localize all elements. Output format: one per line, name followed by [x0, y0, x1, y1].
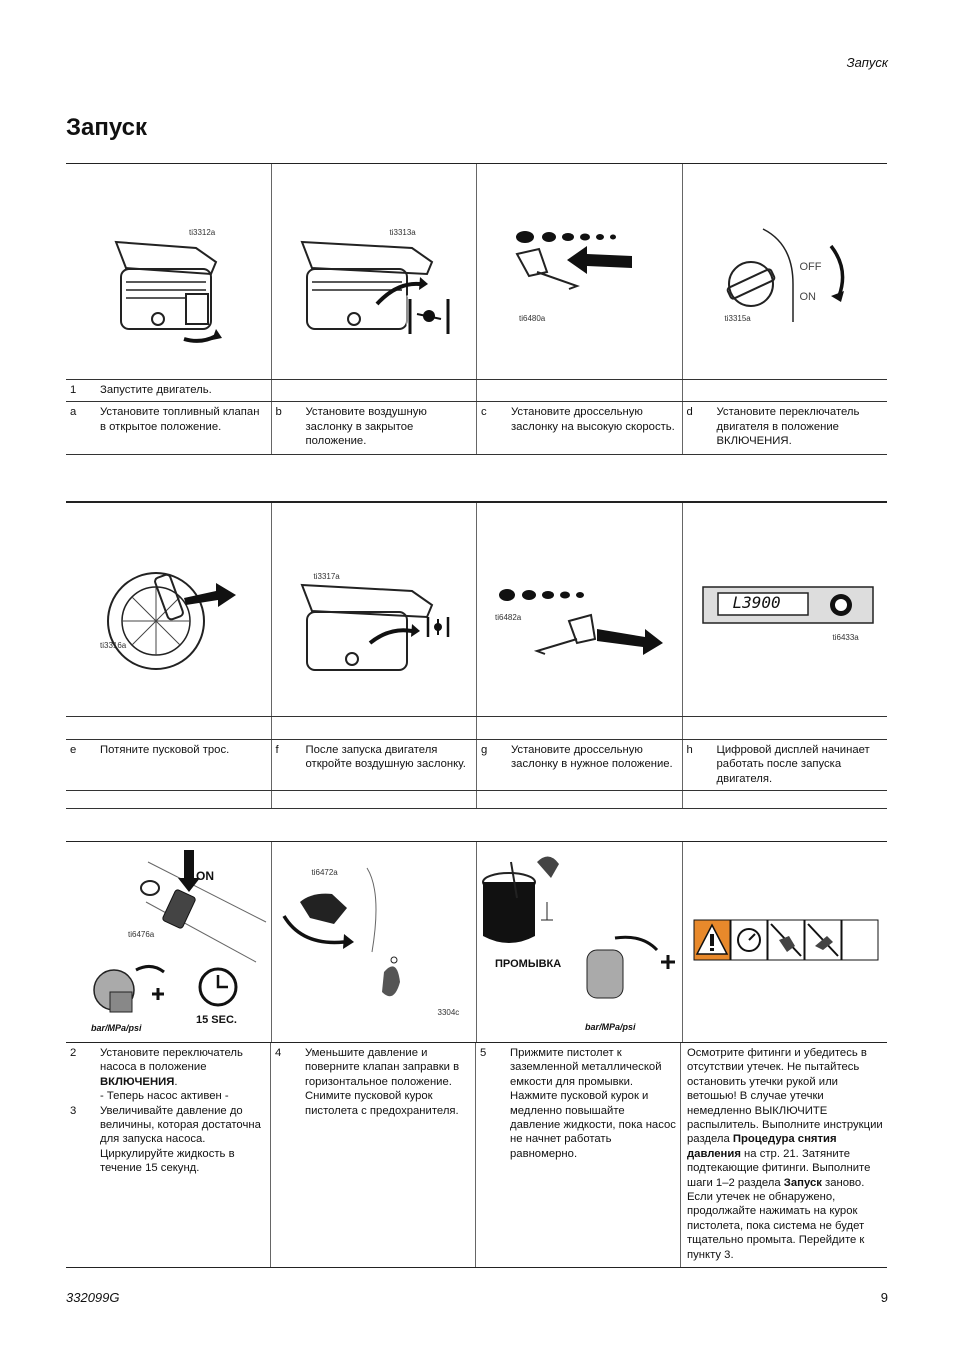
- units-label: bar/MPa/psi: [91, 1023, 142, 1033]
- step-text: Запустите двигатель.: [100, 384, 212, 396]
- units-label: bar/MPa/psi: [585, 1022, 636, 1032]
- figure-code: ti6433a: [832, 633, 859, 642]
- startup-table-2: [66, 501, 887, 809]
- step-2-3: [66, 1043, 270, 1267]
- timer-label: 15 SEC.: [196, 1014, 237, 1026]
- step-letter: b: [275, 406, 282, 419]
- figure-digital-display: [682, 503, 888, 716]
- prime-valve-gun-illustration: [272, 842, 476, 1042]
- step-4: [270, 1043, 475, 1267]
- step-text: Увеличивайте давление до величины, которая достаточна для запуска насоса. Циркулируйте жидкость в течение 15 секунд.: [100, 1104, 261, 1175]
- figure-choke-closed: [271, 164, 477, 379]
- throttle-illustration: [477, 164, 681, 379]
- startup-reference: Запуск: [783, 1176, 822, 1189]
- step-f: [271, 740, 477, 790]
- pull-cord-illustration: [66, 503, 270, 716]
- step-letter: a: [70, 406, 77, 419]
- step-letter: c: [481, 406, 487, 419]
- figure-code: ti6482a: [495, 613, 522, 622]
- figure-code: ti3312a: [189, 228, 216, 237]
- step-1: [66, 380, 271, 401]
- figure-code: ti3313a: [389, 228, 416, 237]
- empty-cell: [271, 791, 477, 808]
- running-header: Запуск: [846, 55, 888, 70]
- step-number: 3: [70, 1104, 77, 1117]
- step-text-bold: ВКЛЮЧЕНИЯ: [100, 1075, 175, 1088]
- step-5: [475, 1043, 680, 1267]
- step-text: После запуска двигателя откройте воздушную заслонку.: [305, 744, 466, 771]
- engine-fuel-valve-illustration: [66, 164, 270, 379]
- digital-display-illustration: [683, 503, 887, 716]
- step-d: [682, 402, 888, 454]
- empty-cell: [66, 717, 271, 739]
- throttle-set-illustration: [477, 503, 681, 716]
- step-number: 4: [275, 1047, 282, 1059]
- switch-on-label: ON: [799, 291, 816, 303]
- document-number: 332099G: [66, 1290, 120, 1305]
- switch-off-label: OFF: [799, 261, 822, 273]
- figure-code: ti6472a: [311, 868, 338, 877]
- figure-engine-switch-on: [682, 164, 888, 379]
- step-letter: f: [275, 744, 279, 756]
- figure-throttle-high: [476, 164, 682, 379]
- step-letter: g: [481, 744, 488, 756]
- empty-cell: [682, 791, 888, 808]
- flush-label: ПРОМЫВКА: [495, 958, 562, 970]
- figure-pull-cord: [66, 503, 271, 716]
- empty-cell: [476, 380, 682, 401]
- flush-bucket-illustration: [477, 842, 681, 1042]
- figure-code: ti6480a: [519, 314, 546, 323]
- figure-code: ti3315a: [724, 314, 751, 323]
- figure-fuel-valve: [66, 164, 271, 379]
- page-title: Запуск: [66, 114, 147, 141]
- step-text: Уменьшите давление и поверните клапан заправки в горизонтальное положение. Снимите пусковой курок пистолета с предохранителя.: [305, 1047, 460, 1117]
- step-text: Цифровой дисплей начинает работать после запуска двигателя.: [716, 744, 870, 785]
- empty-cell: [476, 791, 682, 808]
- step-h: [682, 740, 888, 790]
- step-text: Установите переключатель двигателя в положение ВКЛЮЧЕНИЯ.: [716, 406, 860, 448]
- engine-choke-illustration: [272, 164, 476, 379]
- pump-switch-illustration: [66, 842, 270, 1042]
- step-number: 1: [70, 384, 77, 396]
- pump-on-label: ON: [196, 869, 214, 883]
- step-letter: h: [686, 744, 693, 756]
- figure-code: 3304c: [437, 1008, 460, 1017]
- step-e: [66, 740, 271, 790]
- leak-check-instructions: [680, 1043, 887, 1267]
- step-text: [100, 1046, 266, 1104]
- figure-code: ti6476a: [128, 930, 155, 939]
- step-text: Потяните пусковой трос.: [100, 744, 230, 756]
- step-number: 5: [480, 1047, 487, 1059]
- pump-active-note: - Теперь насос активен -: [100, 1090, 229, 1103]
- figure-flush-bucket: [476, 842, 682, 1042]
- figure-open-choke: [271, 503, 477, 716]
- instruction-text: Осмотрите фитинги и убедитесь в отсутствии утечек. Не пытайтесь остановить утечки рукой или ветошью! В случае утечки немедленно ВЫКЛЮЧИТЕ распылитель. Выполните инструкции раздела: [687, 1047, 883, 1146]
- pressure-relief-reference: Процедура снятия давления: [687, 1133, 837, 1160]
- step-g: [476, 740, 682, 790]
- figure-warning-symbols: [682, 842, 888, 1042]
- step-c: [476, 402, 682, 454]
- step-b: [271, 402, 477, 454]
- page-number: 9: [880, 1290, 888, 1305]
- display-readout: L3900: [732, 593, 781, 612]
- startup-table-1: [66, 163, 887, 455]
- warning-symbols: [683, 842, 887, 1042]
- empty-cell: [682, 717, 888, 739]
- figure-throttle-set: [476, 503, 682, 716]
- step-text: Установите дроссельную заслонку в нужное положение.: [511, 744, 673, 771]
- figure-code: ti3316a: [100, 641, 127, 650]
- empty-cell: [271, 380, 477, 401]
- step-letter: d: [686, 406, 693, 419]
- instruction-text: заново. Если утечек не обнаружено, продолжайте нажимать на курок пистолета, пока система не будет тщательно промыта. Перейдите к пункту 3.: [687, 1176, 865, 1261]
- step-text-part: .: [174, 1075, 178, 1088]
- engine-choke-open-illustration: [272, 503, 476, 716]
- figure-prime-valve-gun: [271, 842, 477, 1042]
- step-text: Установите воздушную заслонку в закрытое положение.: [305, 406, 427, 448]
- step-letter: e: [70, 744, 77, 756]
- empty-cell: [271, 717, 477, 739]
- step-text: Прижмите пистолет к заземленной металлической емкости для промывки. Нажмите пусковой курок и медленно повышайте давление жидкости, пока насос не начнет работать равномерно.: [510, 1047, 676, 1160]
- step-a: [66, 402, 271, 454]
- empty-cell: [66, 791, 271, 808]
- engine-switch-illustration: [683, 164, 887, 379]
- empty-cell: [682, 380, 888, 401]
- figure-pump-switch: [66, 842, 271, 1042]
- step-text: Установите дроссельную заслонку на высокую скорость.: [511, 406, 675, 433]
- step-number: 2: [70, 1047, 77, 1059]
- step-text-part: Установите переключатель насоса в положение: [100, 1047, 243, 1074]
- step-text: Установите топливный клапан в открытое положение.: [100, 406, 260, 433]
- empty-cell: [476, 717, 682, 739]
- instruction-text: на стр. 21. Затяните подтекающие фитинги. Выполните шаги 1–2 раздела: [687, 1147, 871, 1189]
- figure-code: ti3317a: [313, 572, 340, 581]
- startup-table-3: [66, 841, 887, 1268]
